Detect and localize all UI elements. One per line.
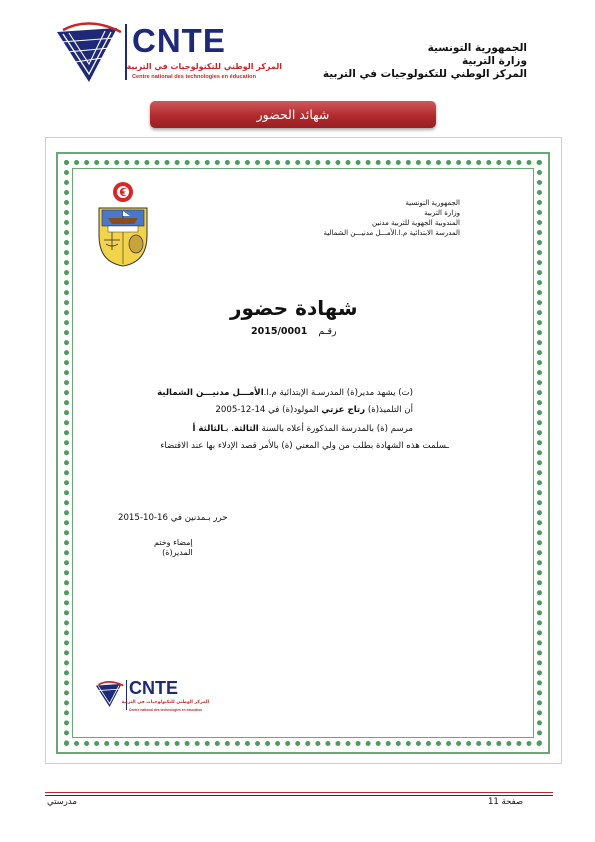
- certificate-header-lines: [324, 198, 460, 238]
- cnte-arabic-name: المركز الوطني للتكنولوجيات في التربية: [121, 700, 209, 705]
- cnte-arabic-name: المركز الوطني للتكنولوجيات في التربية: [126, 62, 282, 71]
- footer-rule: [45, 792, 553, 793]
- signature-place-date: حرر بـمدنين في 16-10-2015: [118, 513, 228, 523]
- signature-line: إمضاء وختم: [154, 538, 193, 547]
- birth-date-text: المولود(ة) في 14-12-2005: [215, 405, 319, 415]
- cert-header-line: وزارة التربية: [424, 209, 460, 217]
- certificate-title: شهادة حضور: [230, 296, 358, 320]
- certificate-body-line-3: [192, 424, 413, 434]
- class-name: الثالثة أ: [192, 424, 224, 434]
- header-institution-lines: [323, 42, 527, 81]
- body-text: (ت) يشهد مدير(ة) المدرسـة الإبتدائية م.ا.: [263, 388, 413, 398]
- header-line: الجمهورية التونسية: [427, 42, 527, 54]
- footer-page-number: صفحة 11: [488, 797, 524, 807]
- cnte-french-name: Centre national des technologies en éducation: [129, 708, 203, 712]
- certificate-number: [245, 326, 337, 337]
- section-banner: شهائد الحضور: [150, 101, 436, 128]
- school-name: الأمـــل مدنيـــن الشمالية: [157, 388, 264, 398]
- header-line: وزارة التربية: [461, 55, 527, 67]
- footer-site-name: مدرستي: [47, 797, 77, 807]
- cnte-globe-icon: [55, 22, 125, 86]
- cnte-logo-small: [95, 676, 235, 724]
- cnte-brand-text: CNTE: [129, 678, 178, 698]
- cnte-brand-text: CNTE: [132, 22, 226, 59]
- certificate-body-line-4: ـسلمت هذه الشهادة بطلب من ولي المعني (ة) بالأمر قصد الإدلاء بها عند الاقتضاء: [160, 441, 449, 451]
- signature-role: المدير(ة): [162, 548, 193, 557]
- cert-header-line: المندوبية الجهوية للتربية مدنين: [372, 219, 460, 227]
- cnte-globe-icon: [95, 680, 125, 710]
- cert-header-line: الجمهورية التونسية: [405, 199, 460, 207]
- body-text: . بـ: [223, 424, 234, 434]
- cnte-logo: [55, 22, 285, 86]
- header-line: المركز الوطني للتكنولوجيات في التربية: [322, 68, 527, 80]
- body-text: أن التلميذ(ة): [367, 405, 413, 415]
- cert-header-line: المدرسة الابتدائية م.ا.الأمـــل مدنيـــن الشمالية: [323, 229, 460, 237]
- certificate-body-line-1: [157, 388, 413, 398]
- tunisia-coat-of-arms-icon: [94, 180, 152, 268]
- footer-rule-thin: [45, 795, 553, 796]
- signature-label: [154, 538, 193, 558]
- grade-level: الثالثة: [233, 424, 259, 434]
- student-name: رتاج عزتي: [321, 405, 366, 415]
- certificate-number-label: رقـم: [318, 326, 337, 337]
- certificate-number-value: 2015/0001: [251, 326, 308, 337]
- cnte-french-name: Centre national des technologies en éducation: [132, 74, 257, 80]
- body-text: مرسم (ة) بالمدرسة المذكورة أعلاه بالسنة: [261, 424, 413, 434]
- certificate-body-line-2: [215, 405, 413, 415]
